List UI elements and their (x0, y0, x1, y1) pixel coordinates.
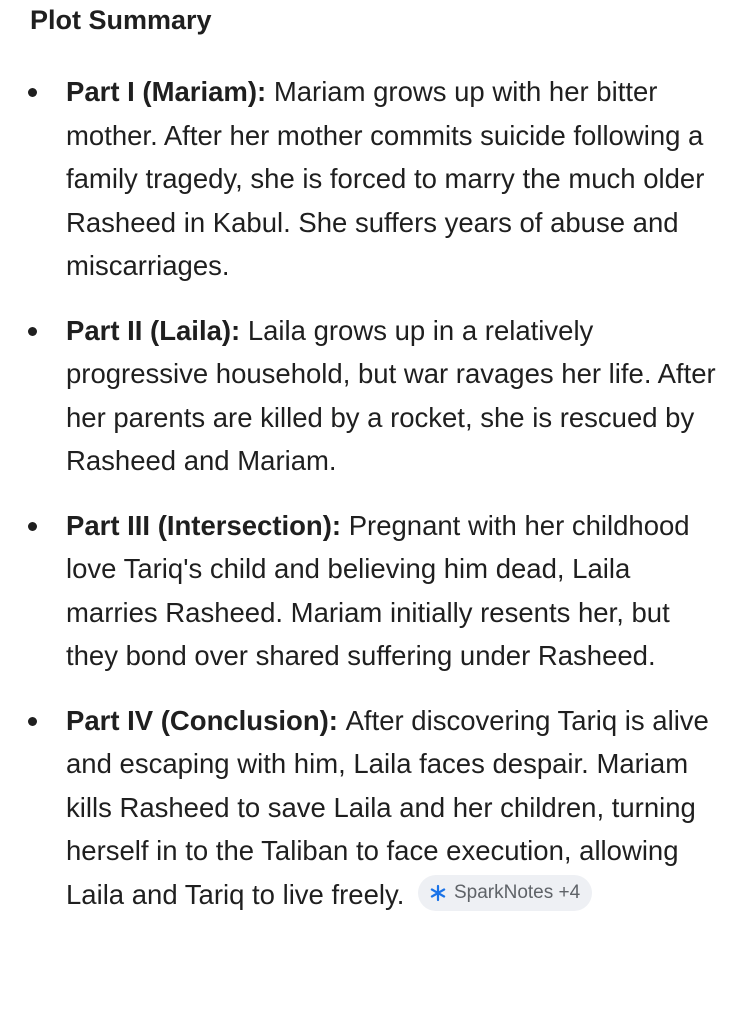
source-chip[interactable] (418, 875, 592, 911)
list-item (0, 699, 756, 917)
section-heading: Plot Summary (30, 5, 212, 35)
bullet-icon (28, 327, 37, 336)
bullet-icon (28, 88, 37, 97)
list-item-text: After discovering Tariq is alive and escaping with him, Laila faces despair. Mariam kills Rasheed to save Laila and her children, turning herself in to the Taliban to face execution, allowing Laila and Tariq to live freely. (66, 704, 709, 910)
source-chip-label: SparkNotes +4 (453, 882, 581, 904)
list-item-text: Laila grows up in a relatively progressive household, but war ravages her life. After her parents are killed by a rocket, she is rescued by Rasheed and Mariam. (66, 314, 716, 476)
sparkle-asterisk-icon (428, 883, 448, 903)
list-item-title: Part IV (Conclusion): (66, 704, 346, 736)
plot-summary-list (0, 70, 756, 916)
bullet-icon (28, 717, 37, 726)
list-item (0, 70, 756, 288)
list-item-title: Part III (Intersection): (66, 509, 349, 541)
list-item (0, 504, 756, 678)
list-item-text: Pregnant with her childhood love Tariq's child and believing him dead, Laila marries Rasheed. Mariam initially resents her, but they bond over shared suffering under Rasheed. (66, 509, 690, 671)
list-item-text: Mariam grows up with her bitter mother. After her mother commits suicide following a family tragedy, she is forced to marry the much older Rasheed in Kabul. She suffers years of abuse and miscarriages. (66, 76, 705, 281)
list-item-title: Part I (Mariam): (66, 76, 274, 107)
bullet-icon (28, 522, 37, 531)
list-item (0, 309, 756, 483)
list-item-title: Part II (Laila): (66, 314, 248, 346)
